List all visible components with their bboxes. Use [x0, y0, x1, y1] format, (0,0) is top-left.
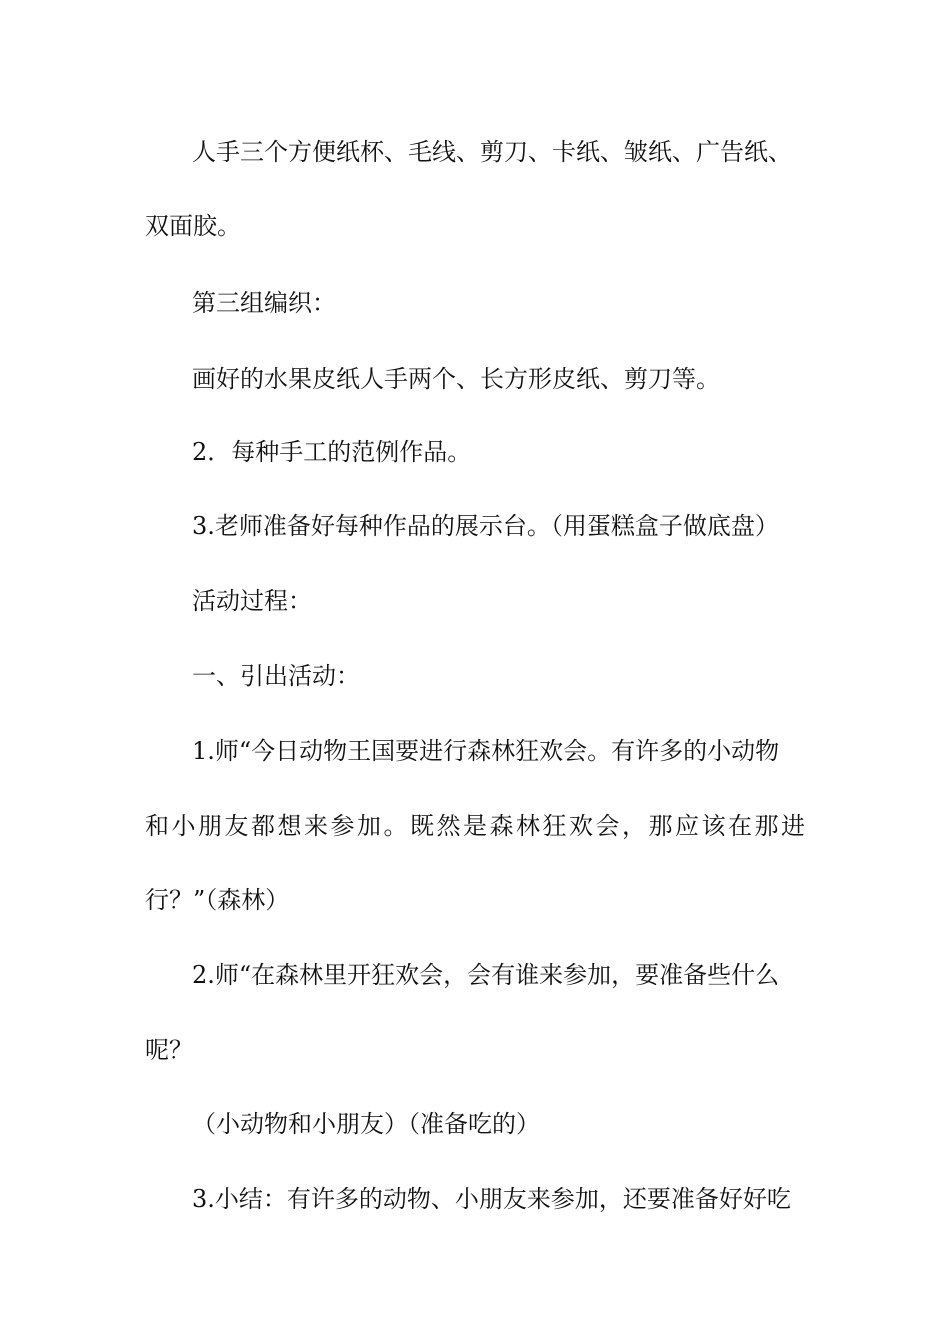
text-line: 第三组编织： [192, 289, 336, 317]
text-line: 3.老师准备好每种作品的展示台。（用蛋糕盒子做底盘） [192, 512, 779, 540]
text-line: 1.师“今日动物王国要进行森林狂欢会。有许多的小动物 [192, 737, 780, 765]
text-line: 活动过程： [192, 587, 312, 615]
text-line: 行？”（森林） [145, 886, 290, 914]
text-line: 双面胶。 [145, 212, 241, 240]
text-line: 人手三个方便纸杯、毛线、剪刀、卡纸、皱纸、广告纸、 [192, 138, 792, 166]
text-line: 2．每种手工的范例作品。 [192, 438, 472, 466]
text-line: 和 小 朋 友 都 想 来 参 加 。 既 然 是 森 林 狂 欢 会 ， 那 应 该 在 那 进 [145, 812, 805, 840]
text-line: （小动物和小朋友）（准备吃的） [192, 1110, 540, 1138]
text-line: 2.师“在森林里开狂欢会，会有谁来参加，要准备些什么 [192, 961, 780, 989]
text-line: 3.小结：有许多的动物、小朋友来参加，还要准备好好吃 [192, 1185, 791, 1213]
text-line: 呢？ [145, 1036, 193, 1064]
text-line: 一、引出活动： [192, 662, 360, 690]
text-line: 画好的水果皮纸人手两个、长方形皮纸、剪刀等。 [192, 365, 720, 393]
